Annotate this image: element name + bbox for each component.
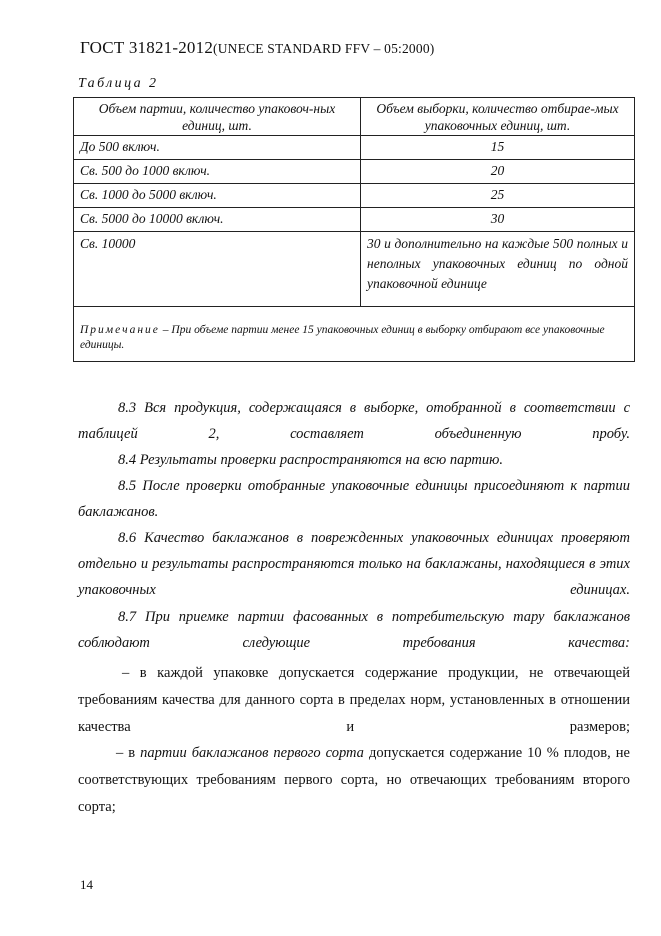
document-header	[80, 38, 434, 58]
paragraph-8-6	[78, 525, 630, 603]
column-header-lot: Объем партии, количество упаковоч-ных единиц, шт.	[74, 98, 361, 136]
table-caption: Таблица 2	[78, 76, 159, 91]
paragraph-text: 8.5 После проверки отобранные упаковочные единицы присоединяют к партии баклажанов.	[78, 478, 630, 520]
requirement-item-1	[78, 660, 630, 741]
paragraph-8-5	[78, 473, 630, 525]
table-row	[74, 208, 635, 232]
table-header-row	[74, 98, 635, 136]
sample-cell: 25	[361, 184, 635, 208]
note-text: – При объеме партии менее 15 упаковочных единиц в выборку отбирают все упаковочные единицы.	[80, 324, 605, 351]
table-row	[74, 160, 635, 184]
requirement-text	[78, 740, 630, 821]
paragraph-text: 8.7 При приемке партии фасованных в потребительскую тару баклажанов соблюдают следующие требования качества:	[78, 609, 630, 651]
paragraph-text: 8.3 Вся продукция, содержащаяся в выборке, отобранной в соответствии с таблицей 2, составляет объединенную пробу.	[78, 400, 630, 442]
lot-cell: Св. 10000	[74, 232, 361, 307]
sampling-table	[73, 97, 635, 362]
table-note	[74, 307, 635, 362]
lot-cell: До 500 включ.	[74, 136, 361, 160]
sample-cell: 20	[361, 160, 635, 184]
requirement-dash: – в	[116, 745, 141, 761]
table-row	[74, 184, 635, 208]
requirement-text: – в каждой упаковке допускается содержание продукции, не отвечающей требованиям качества для данного сорта в пределах норм, установленных в отношении качества и размеров;	[78, 665, 630, 735]
sample-cell: 30 и дополнительно на каждые 500 полных и неполных упаковочных единиц по одной упаковочной единице	[361, 232, 635, 307]
lot-cell: Св. 1000 до 5000 включ.	[74, 184, 361, 208]
paragraph-text: 8.6 Качество баклажанов в поврежденных упаковочных единицах проверяют отдельно и результаты распространяются только на баклажаны, находящиеся в этих упаковочных единицах.	[78, 530, 630, 598]
paragraph-8-4	[78, 447, 630, 473]
column-header-sample: Объем выборки, количество отбирае-мых упаковочных единиц, шт.	[361, 98, 635, 136]
unece-standard: (UNECE STANDARD FFV – 05:2000)	[213, 41, 435, 56]
sample-cell: 15	[361, 136, 635, 160]
sample-cell: 30	[361, 208, 635, 232]
requirement-rest: допускается содержание 10 % плодов, не соответствующих требованиям первого сорта, но отвечающих требованиям второго сорта;	[78, 745, 630, 815]
paragraph-text: 8.4 Результаты проверки распространяются на всю партию.	[118, 452, 503, 468]
table-note-row	[74, 307, 635, 362]
gost-number: ГОСТ 31821-2012	[80, 38, 214, 57]
paragraph-8-7	[78, 604, 630, 656]
paragraph-8-3	[78, 395, 630, 447]
first-grade-lot: партии баклажанов первого сорта	[140, 745, 364, 761]
lot-cell: Св. 500 до 1000 включ.	[74, 160, 361, 184]
table-row	[74, 232, 635, 307]
lot-cell: Св. 5000 до 10000 включ.	[74, 208, 361, 232]
page-number: 14	[80, 877, 93, 892]
table-row	[74, 136, 635, 160]
note-label: Примечание	[80, 324, 160, 336]
requirement-item-2	[78, 740, 630, 821]
